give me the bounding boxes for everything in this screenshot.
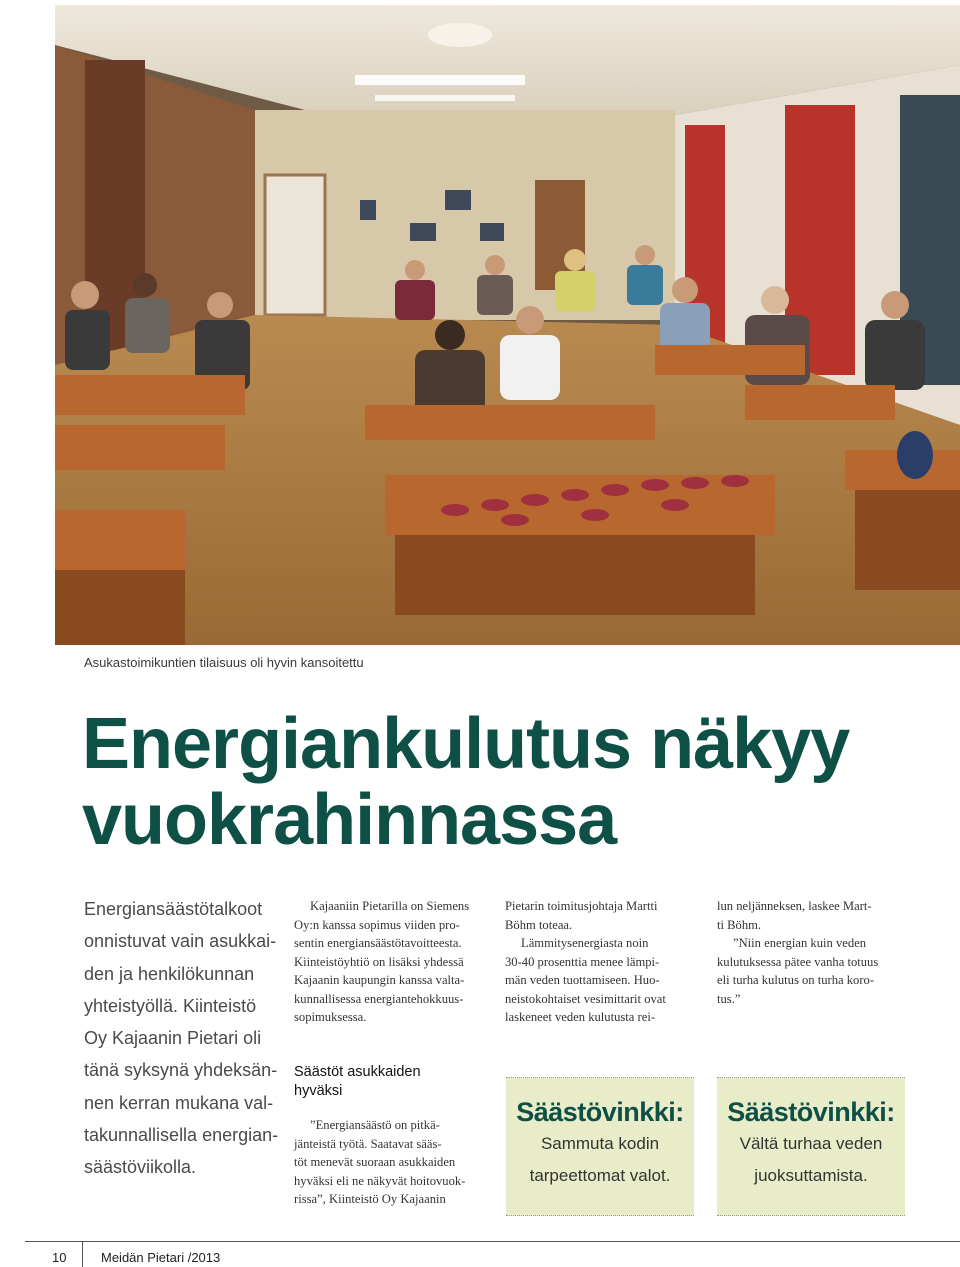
- lead-line: yhteistyöllä. Kiinteistö: [84, 995, 257, 1016]
- body-line: Kiinteistöyhtiö on lisäksi yhdessä: [294, 954, 464, 969]
- saving-tip-box: [717, 1077, 905, 1216]
- body-line: Böhm toteaa.: [505, 917, 573, 932]
- tip-title: Säästövinkki:: [727, 1097, 895, 1127]
- body-line: sopimuksessa.: [294, 1010, 367, 1024]
- body-line: kulutuksessa pätee vanha totuus: [717, 954, 879, 969]
- body-line: ”Niin energian kuin veden: [733, 936, 867, 950]
- body-line: Lämmitysenergiasta noin: [521, 936, 649, 950]
- meeting-photo: [55, 5, 960, 645]
- subheading-line: hyväksi: [294, 1083, 343, 1099]
- body-line: ti Böhm.: [717, 917, 762, 932]
- subheading-line: Säästöt asukkaiden: [294, 1064, 421, 1080]
- body-line: kunnallisessa energiantehokkuus-: [294, 991, 464, 1006]
- tip-text: Sammuta kodin: [540, 1134, 660, 1153]
- tip-text: juoksuttamista.: [754, 1166, 868, 1185]
- body-line: jänteistä työtä. Saatavat sääs-: [294, 1136, 442, 1151]
- lead-line: takunnallisella energian-: [84, 1125, 279, 1146]
- meeting-room-illustration: [55, 5, 960, 645]
- body-line: Pietarin toimitusjohtaja Martti: [505, 899, 658, 913]
- body-line: lun neljänneksen, laskee Mart-: [717, 899, 872, 913]
- body-column-4: [717, 897, 907, 1008]
- body-column-2-continued: [294, 1116, 484, 1209]
- body-line: Kajaanin kaupungin kanssa valta-: [294, 973, 465, 987]
- body-line: Oy:n kanssa sopimus viiden pro-: [294, 917, 460, 932]
- footer-divider: [25, 1241, 960, 1242]
- body-line: hyväksi eli ne näkyvät hoitovuok-: [294, 1173, 466, 1188]
- body-line: ”Energiansäästö on pitkä-: [310, 1118, 440, 1132]
- section-subheading: [294, 1063, 484, 1101]
- lead-line: nen kerran mukana val-: [84, 1092, 274, 1113]
- photo-caption: Asukastoimikuntien tilaisuus oli hyvin kansoitettu: [84, 655, 364, 670]
- body-line: 30-40 prosenttia menee lämpi-: [505, 954, 660, 969]
- body-column-2: [294, 897, 484, 1027]
- headline-line-1: Energiankulutus näkyy: [82, 704, 850, 784]
- body-line: Kajaaniin Pietarilla on Siemens: [310, 899, 470, 913]
- lead-line: säästöviikolla.: [84, 1157, 197, 1178]
- body-line: män veden tuottamiseen. Huo-: [505, 973, 660, 987]
- tip-title: Säästövinkki:: [516, 1097, 684, 1127]
- body-line: tus.”: [717, 991, 741, 1006]
- body-line: laskeneet veden kulutusta rei-: [505, 1010, 656, 1024]
- body-line: sentin energiansäästötavoitteesta.: [294, 936, 462, 950]
- body-line: töt menevät suoraan asukkaiden: [294, 1155, 456, 1169]
- article-headline: [82, 706, 942, 858]
- lead-line: Energiansäästötalkoot: [84, 899, 263, 919]
- body-line: eli turha kulutus on turha koro-: [717, 973, 875, 987]
- lead-line: onnistuvat vain asukkai-: [84, 931, 277, 952]
- saving-tip-box: [506, 1077, 694, 1216]
- magazine-name: Meidän Pietari /2013: [101, 1250, 221, 1265]
- lead-line: tänä syksynä yhdeksän-: [84, 1060, 278, 1081]
- headline-line-2: vuokrahinnassa: [82, 780, 617, 860]
- page-number: 10: [52, 1250, 67, 1265]
- tip-text: tarpeettomat valot.: [529, 1166, 671, 1185]
- lead-line: Oy Kajaanin Pietari oli: [84, 1028, 262, 1049]
- body-line: neistokohtaiset vesimittarit ovat: [505, 991, 666, 1006]
- body-column-3: [505, 897, 695, 1027]
- footer-divider-tick: [82, 1241, 83, 1267]
- lead-paragraph: [84, 893, 279, 1184]
- lead-line: den ja henkilökunnan: [84, 963, 255, 984]
- tip-text: Vältä turhaa veden: [739, 1134, 883, 1153]
- body-line: rissa”, Kiinteistö Oy Kajaanin: [294, 1192, 446, 1206]
